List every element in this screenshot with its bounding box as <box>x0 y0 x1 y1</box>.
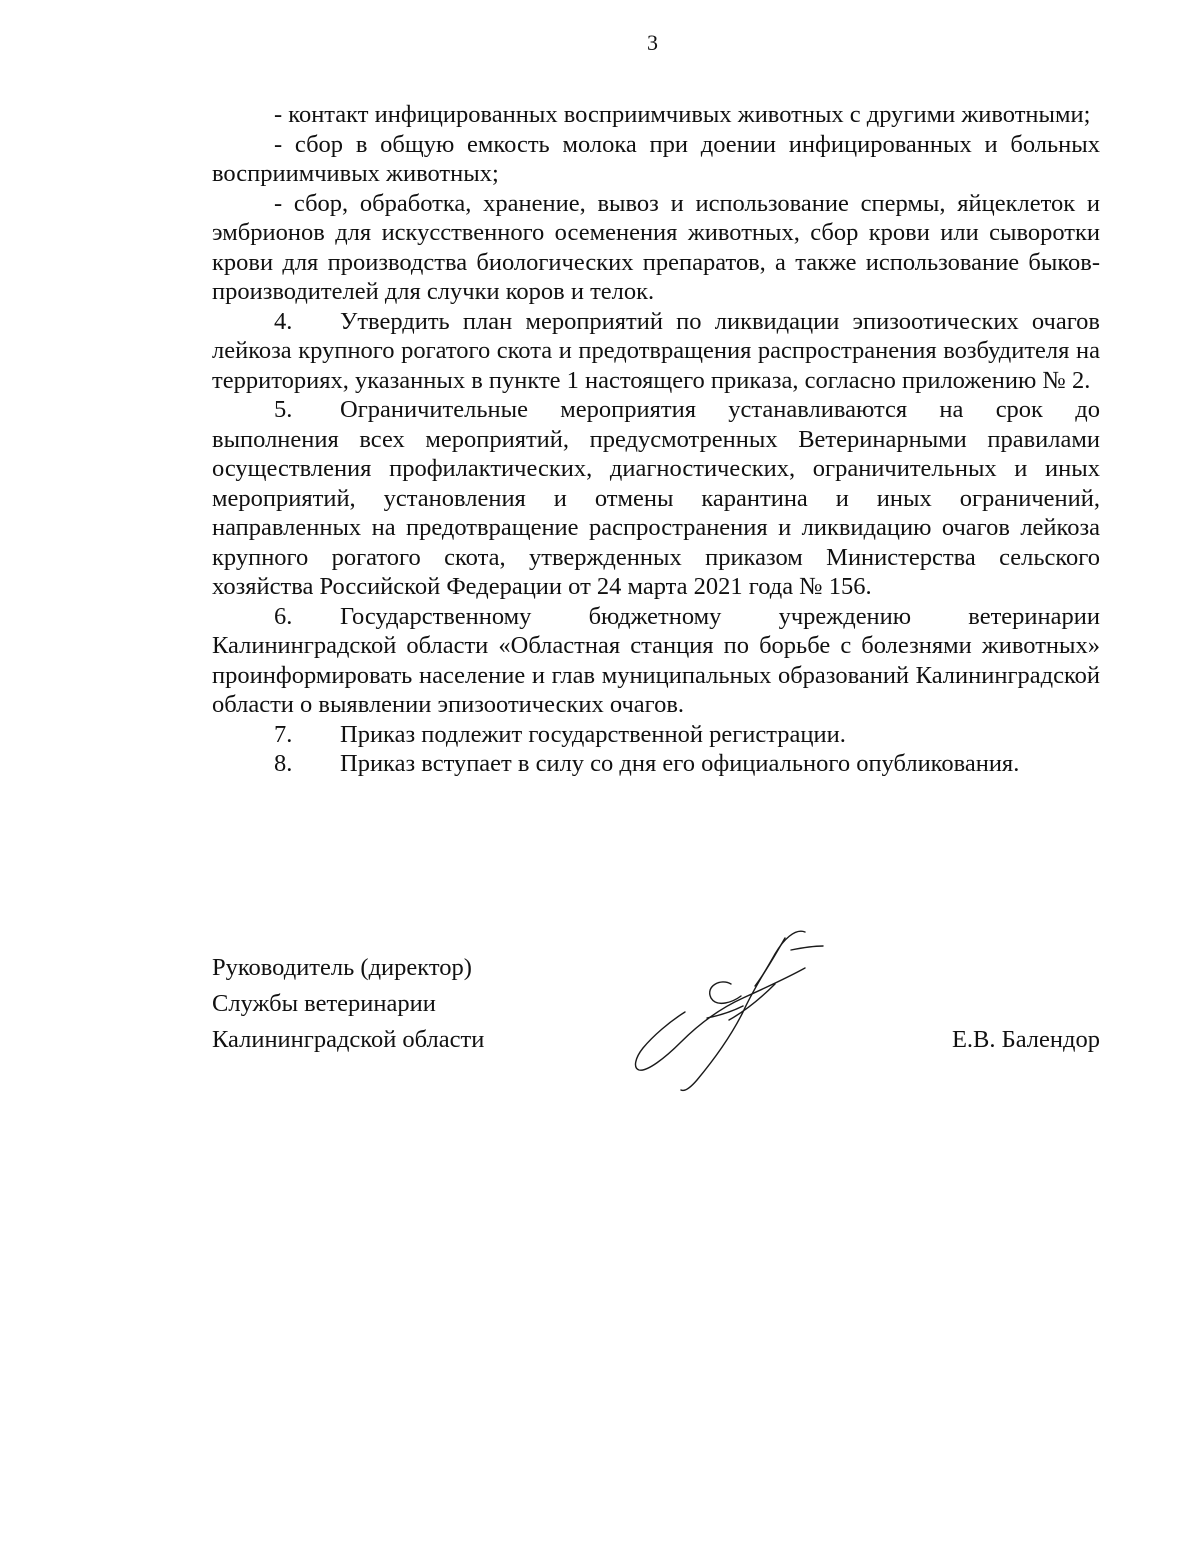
signer-name: Е.В. Балендор <box>951 1026 1100 1053</box>
point-text: Приказ подлежит государственной регистрации. <box>340 720 846 748</box>
point-text: Государственному бюджетному учреждению ветеринарии Калининградской области «Областная станция по борьбе с болезнями животных» проинформировать население и глав муниципальных образований Калининградской области о выявлении эпизоотических очагов. <box>212 602 1100 718</box>
point-8 <box>212 749 1100 779</box>
document-body <box>212 100 1100 779</box>
point-6 <box>212 602 1100 720</box>
point-7 <box>212 720 1100 750</box>
point-number: 6. <box>274 602 293 630</box>
point-text: Ограничительные мероприятия устанавливаются на срок до выполнения всех мероприятий, предусмотренных Ветеринарными правилами осуществления профилактических, диагностических, ограничительных и иных мероприятий, установления и отмены карантина и иных ограничений, направленных на предотвращение распространения и ликвидацию очагов лейкоза крупного рогатого скота, утвержденных приказом Министерства сельского хозяйства Российской Федерации от 24 марта 2021 года № 156. <box>212 396 1100 600</box>
point-number: 5. <box>274 396 293 423</box>
point-number: 4. <box>274 307 293 335</box>
point-number: 8. <box>274 750 293 777</box>
signer-position-line: Службы ветеринарии <box>212 990 436 1017</box>
point-text: Утвердить план мероприятий по ликвидации эпизоотических очагов лейкоза крупного рогатого скота и предотвращения распространения возбудителя на территориях, указанных в пункте 1 настоящего приказа, согласно приложению № 2. <box>212 307 1100 394</box>
point-5 <box>212 395 1100 602</box>
signer-position <box>212 950 484 1058</box>
point-text: Приказ вступает в силу со дня его официального опубликования. <box>340 750 1020 777</box>
signer-position-line: Руководитель (директор) <box>212 954 472 981</box>
signer-position-line: Калининградской области <box>212 1026 485 1053</box>
point-number: 7. <box>274 720 293 748</box>
list-item-sperm: - сбор, обработка, хранение, вывоз и использование спермы, яйцеклеток и эмбрионов для искусственного осеменения животных, сбор крови или сыворотки крови для производства биологических препаратов, а также использование быков-производителей для случки коров и телок. <box>212 189 1100 305</box>
list-item-milk: - сбор в общую емкость молока при доении инфицированных и больных восприимчивых животных; <box>212 130 1100 187</box>
point-4 <box>212 307 1100 396</box>
list-item-contact: - контакт инфицированных восприимчивых животных с другими животными; <box>274 101 1091 128</box>
page-number: 3 <box>647 30 658 55</box>
handwritten-signature <box>625 920 835 1100</box>
